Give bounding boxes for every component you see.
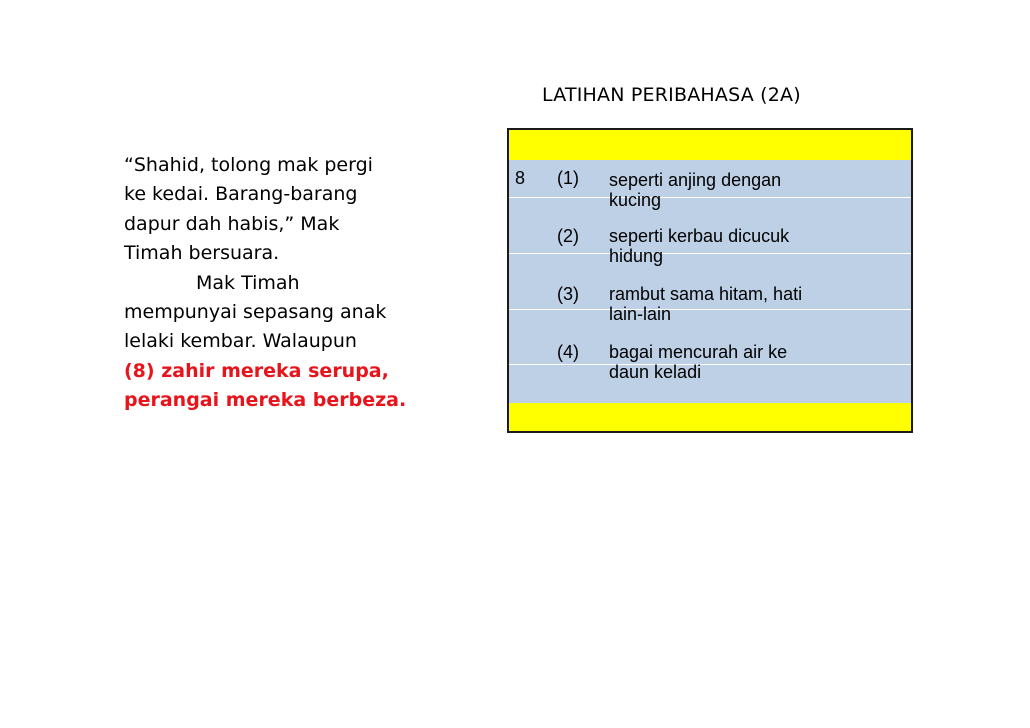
option-text-line: bagai mencurah air ke bbox=[609, 342, 788, 362]
highlighted-phrase-line: (8) zahir mereka serupa, bbox=[124, 359, 389, 382]
page-title: LATIHAN PERIBAHASA (2A) bbox=[542, 84, 801, 106]
option-text-line: lain-lain bbox=[609, 304, 672, 324]
option-text-line: kucing bbox=[609, 190, 662, 210]
passage-line: Mak Timah bbox=[196, 271, 300, 294]
option-number: (4) bbox=[557, 342, 579, 362]
option-number: (1) bbox=[557, 168, 579, 188]
passage-line: dapur dah habis,” Mak bbox=[124, 212, 340, 235]
option-text-line: rambut sama hitam, hati bbox=[609, 284, 803, 304]
passage-text bbox=[124, 151, 464, 416]
option-text bbox=[609, 170, 909, 210]
option-text-line: daun keladi bbox=[609, 362, 702, 382]
question-number: 8 bbox=[515, 168, 526, 188]
option-number: (3) bbox=[557, 284, 579, 304]
passage-line: ke kedai. Barang-barang bbox=[124, 183, 358, 206]
table-header-band bbox=[509, 130, 911, 160]
option-number: (2) bbox=[557, 226, 579, 246]
highlighted-phrase-line: perangai mereka berbeza. bbox=[124, 389, 407, 412]
option-text bbox=[609, 226, 909, 266]
option-text-line: seperti anjing dengan bbox=[609, 170, 782, 190]
passage-line: lelaki kembar. Walaupun bbox=[124, 330, 357, 353]
option-text-line: seperti kerbau dicucuk bbox=[609, 226, 790, 246]
passage-line: Timah bersuara. bbox=[124, 242, 280, 265]
passage-line: “Shahid, tolong mak pergi bbox=[124, 154, 373, 176]
passage-line: mempunyai sepasang anak bbox=[124, 301, 387, 324]
option-text-line: hidung bbox=[609, 246, 664, 266]
answer-options-table bbox=[507, 128, 913, 433]
table-footer-band bbox=[509, 403, 911, 431]
option-text bbox=[609, 284, 909, 324]
option-text bbox=[609, 342, 909, 382]
